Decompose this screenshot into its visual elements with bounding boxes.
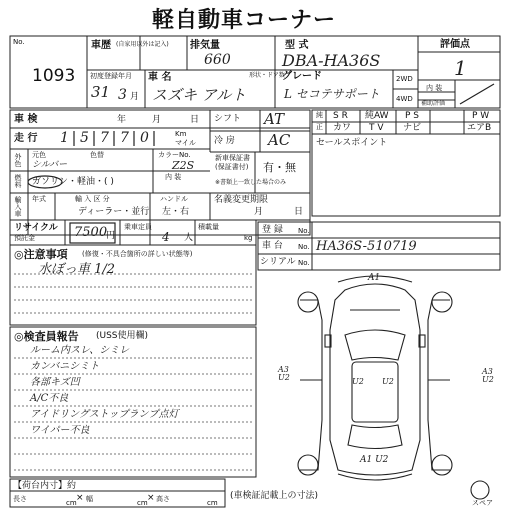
import-type-value: ディーラー・並行 [78, 207, 150, 217]
report-title: ◎検査員報告 [14, 330, 79, 343]
width-cm: cm [137, 499, 148, 507]
model-code: DBA-HA36S [282, 51, 381, 70]
sales-point-label: セールスポイント [316, 138, 388, 148]
cargo-label: 【荷台内寸】約 [13, 481, 77, 491]
reg-label: 登 録 [262, 225, 283, 235]
mileage-digit-4: 7 [120, 130, 129, 146]
interior-label-2: 内 装 [165, 173, 182, 181]
page-title: 軽自動車コーナー [152, 8, 337, 33]
grade-value: 1 [454, 56, 467, 80]
capacity-value: 4 [162, 230, 170, 244]
grade-label: 評価点 [440, 39, 470, 50]
load-unit: kg [244, 234, 253, 242]
equip-2-1: 正 [316, 123, 323, 131]
report-line-4: A/C不良 [30, 393, 69, 404]
diagram-mark-roof-2: U2 [382, 377, 394, 386]
report-subtitle: (USS使用欄) [96, 331, 149, 341]
serial-no-label: No. [298, 259, 310, 267]
handle-value: 左・右 [162, 207, 190, 217]
serial-label: シリアル [260, 257, 296, 267]
name-label: 車 名 [148, 72, 172, 83]
recycle-label: リサイクル [14, 223, 58, 233]
shift-label: シフト [214, 114, 242, 124]
mileage-digit-1: 1 [60, 130, 69, 146]
transfer-month: 月 [254, 207, 264, 217]
length-cm: cm [66, 499, 77, 507]
displacement-value: 660 [204, 52, 231, 68]
height-cm: cm [207, 499, 218, 507]
equip-2-4: ナビ [403, 123, 422, 133]
first-reg-label: 初度登録年月 [90, 72, 132, 80]
first-reg-unit: 月 [130, 92, 140, 102]
recycle-amount: 7500 [74, 225, 108, 240]
import-type-label: 輸 入 区 分 [75, 195, 110, 203]
diagram-mark-rear: A1 U2 [360, 455, 389, 465]
spare-label: スペア [472, 499, 493, 507]
notes-subtitle: (修復・不具合箇所の詳しい状態等) [82, 250, 193, 258]
equip-2-2: カワ [333, 123, 352, 133]
drive-4wd: 4WD [396, 95, 413, 103]
registration-label: 車歴 [91, 40, 111, 51]
report-line-3: 各部キズ凹 [30, 377, 80, 388]
diagram-mark-right: A3 U2 [482, 367, 494, 384]
equip-1-5: P W [472, 111, 490, 121]
new-car-warranty-label: 新車保証書 [215, 154, 250, 162]
shift-value: AT [264, 110, 285, 128]
equip-1-3: 純AW [365, 111, 389, 121]
transfer-label: 名義変更期限 [214, 195, 269, 205]
color-value: シルバー [32, 160, 68, 170]
notes-handwritten: 水ぼっ車 1/2 [38, 262, 116, 277]
times-2: × [147, 493, 155, 503]
model-label: 型 式 [285, 40, 309, 51]
shaken-month: 月 [152, 115, 162, 125]
displacement-label: 排気量 [190, 40, 220, 51]
fuel-label: 燃料 [14, 174, 22, 188]
width-label: 幅 [86, 495, 93, 503]
color-no-value: Z2S [172, 159, 195, 172]
notes-title: ◎注意事項 [14, 248, 68, 261]
first-reg-year: 31 [91, 83, 111, 101]
capacity-label: 乗車定員 [124, 223, 152, 231]
recycle-unit: 円 [106, 231, 116, 241]
warranty-note: ※書類上一致した場合のみ [215, 179, 287, 186]
mileage-unit-km: Km [175, 130, 187, 138]
report-line-5: アイドリングストップランプ点灯 [30, 409, 179, 420]
length-label: 長さ [13, 495, 27, 503]
interior-label: 内 装 [426, 84, 443, 92]
load-label: 積載量 [198, 223, 219, 231]
lot-number: 1093 [32, 66, 76, 86]
transfer-day: 日 [294, 207, 304, 217]
report-line-1: ルーム内スレ、シミレ [30, 345, 130, 356]
color-sub-label: 色替 [90, 151, 104, 159]
ac-value: AC [268, 131, 291, 149]
trim-label: グレード [282, 71, 322, 82]
capacity-unit: 人 [184, 233, 194, 243]
frame-no-label: No. [298, 243, 310, 251]
diagram-mark-front: A1 [368, 273, 381, 283]
frame-number: HA36S-510719 [316, 239, 417, 254]
mileage-digit-5: 0 [140, 130, 149, 146]
lot-label: No. [13, 38, 25, 46]
recycle-sub: 預託金 [14, 234, 35, 242]
registration-note: (自家用以外は記入) [116, 41, 169, 48]
reg-no-label: No. [298, 227, 310, 235]
mileage-label: 走 行 [14, 133, 38, 144]
import-year-label: 年式 [32, 195, 46, 203]
exterior-label: 外色 [14, 153, 22, 167]
height-label: 高さ [156, 495, 170, 503]
vehicle-name: スズキ アルト [152, 86, 247, 104]
report-line-6: ワイパー不良 [30, 425, 90, 436]
mileage-digit-3: 7 [100, 130, 109, 146]
car-diagram [298, 273, 489, 499]
mileage-unit-mile: マイル [175, 139, 196, 147]
mileage-digit-2: 5 [80, 130, 89, 146]
frame-label: 車 台 [262, 241, 283, 251]
shaken-label: 車 検 [14, 114, 38, 125]
diagram-mark-roof-1: U2 [352, 377, 364, 386]
equip-2-3: T V [369, 123, 384, 133]
equip-1-4: P S [405, 111, 420, 121]
diagram-mark-left: A3 U2 [278, 365, 290, 382]
first-reg-month: 3 [118, 87, 127, 103]
shaken-day: 日 [190, 115, 200, 125]
fuel-options: ガソリン・軽油・( ) [32, 177, 114, 187]
ac-label: 冷 房 [214, 136, 235, 146]
equip-1-1: 純 [316, 111, 323, 119]
drive-2wd: 2WD [396, 75, 413, 83]
shaken-year: 年 [117, 115, 127, 125]
body-shape-label: 形状・ドア数 [249, 72, 285, 79]
times-1: × [76, 493, 84, 503]
shaken-note: (車検証記載上の寸法) [230, 491, 319, 501]
supplement-label: 補助評価 [421, 100, 446, 107]
warranty-value: 有・無 [263, 161, 296, 174]
trim-value: L セコテサポート [284, 87, 380, 101]
color-label: 元色 [32, 151, 46, 159]
equip-1-2: S R [333, 111, 348, 121]
equip-2-5: エアB [467, 123, 492, 133]
handle-label: ハンドル [160, 195, 188, 203]
color-no-label: カラーNo. [158, 151, 191, 159]
report-line-2: カンバニシミト [30, 361, 100, 372]
import-label: 輸入車 [14, 196, 22, 217]
new-car-warranty-sub: (保証書付) [215, 163, 249, 171]
